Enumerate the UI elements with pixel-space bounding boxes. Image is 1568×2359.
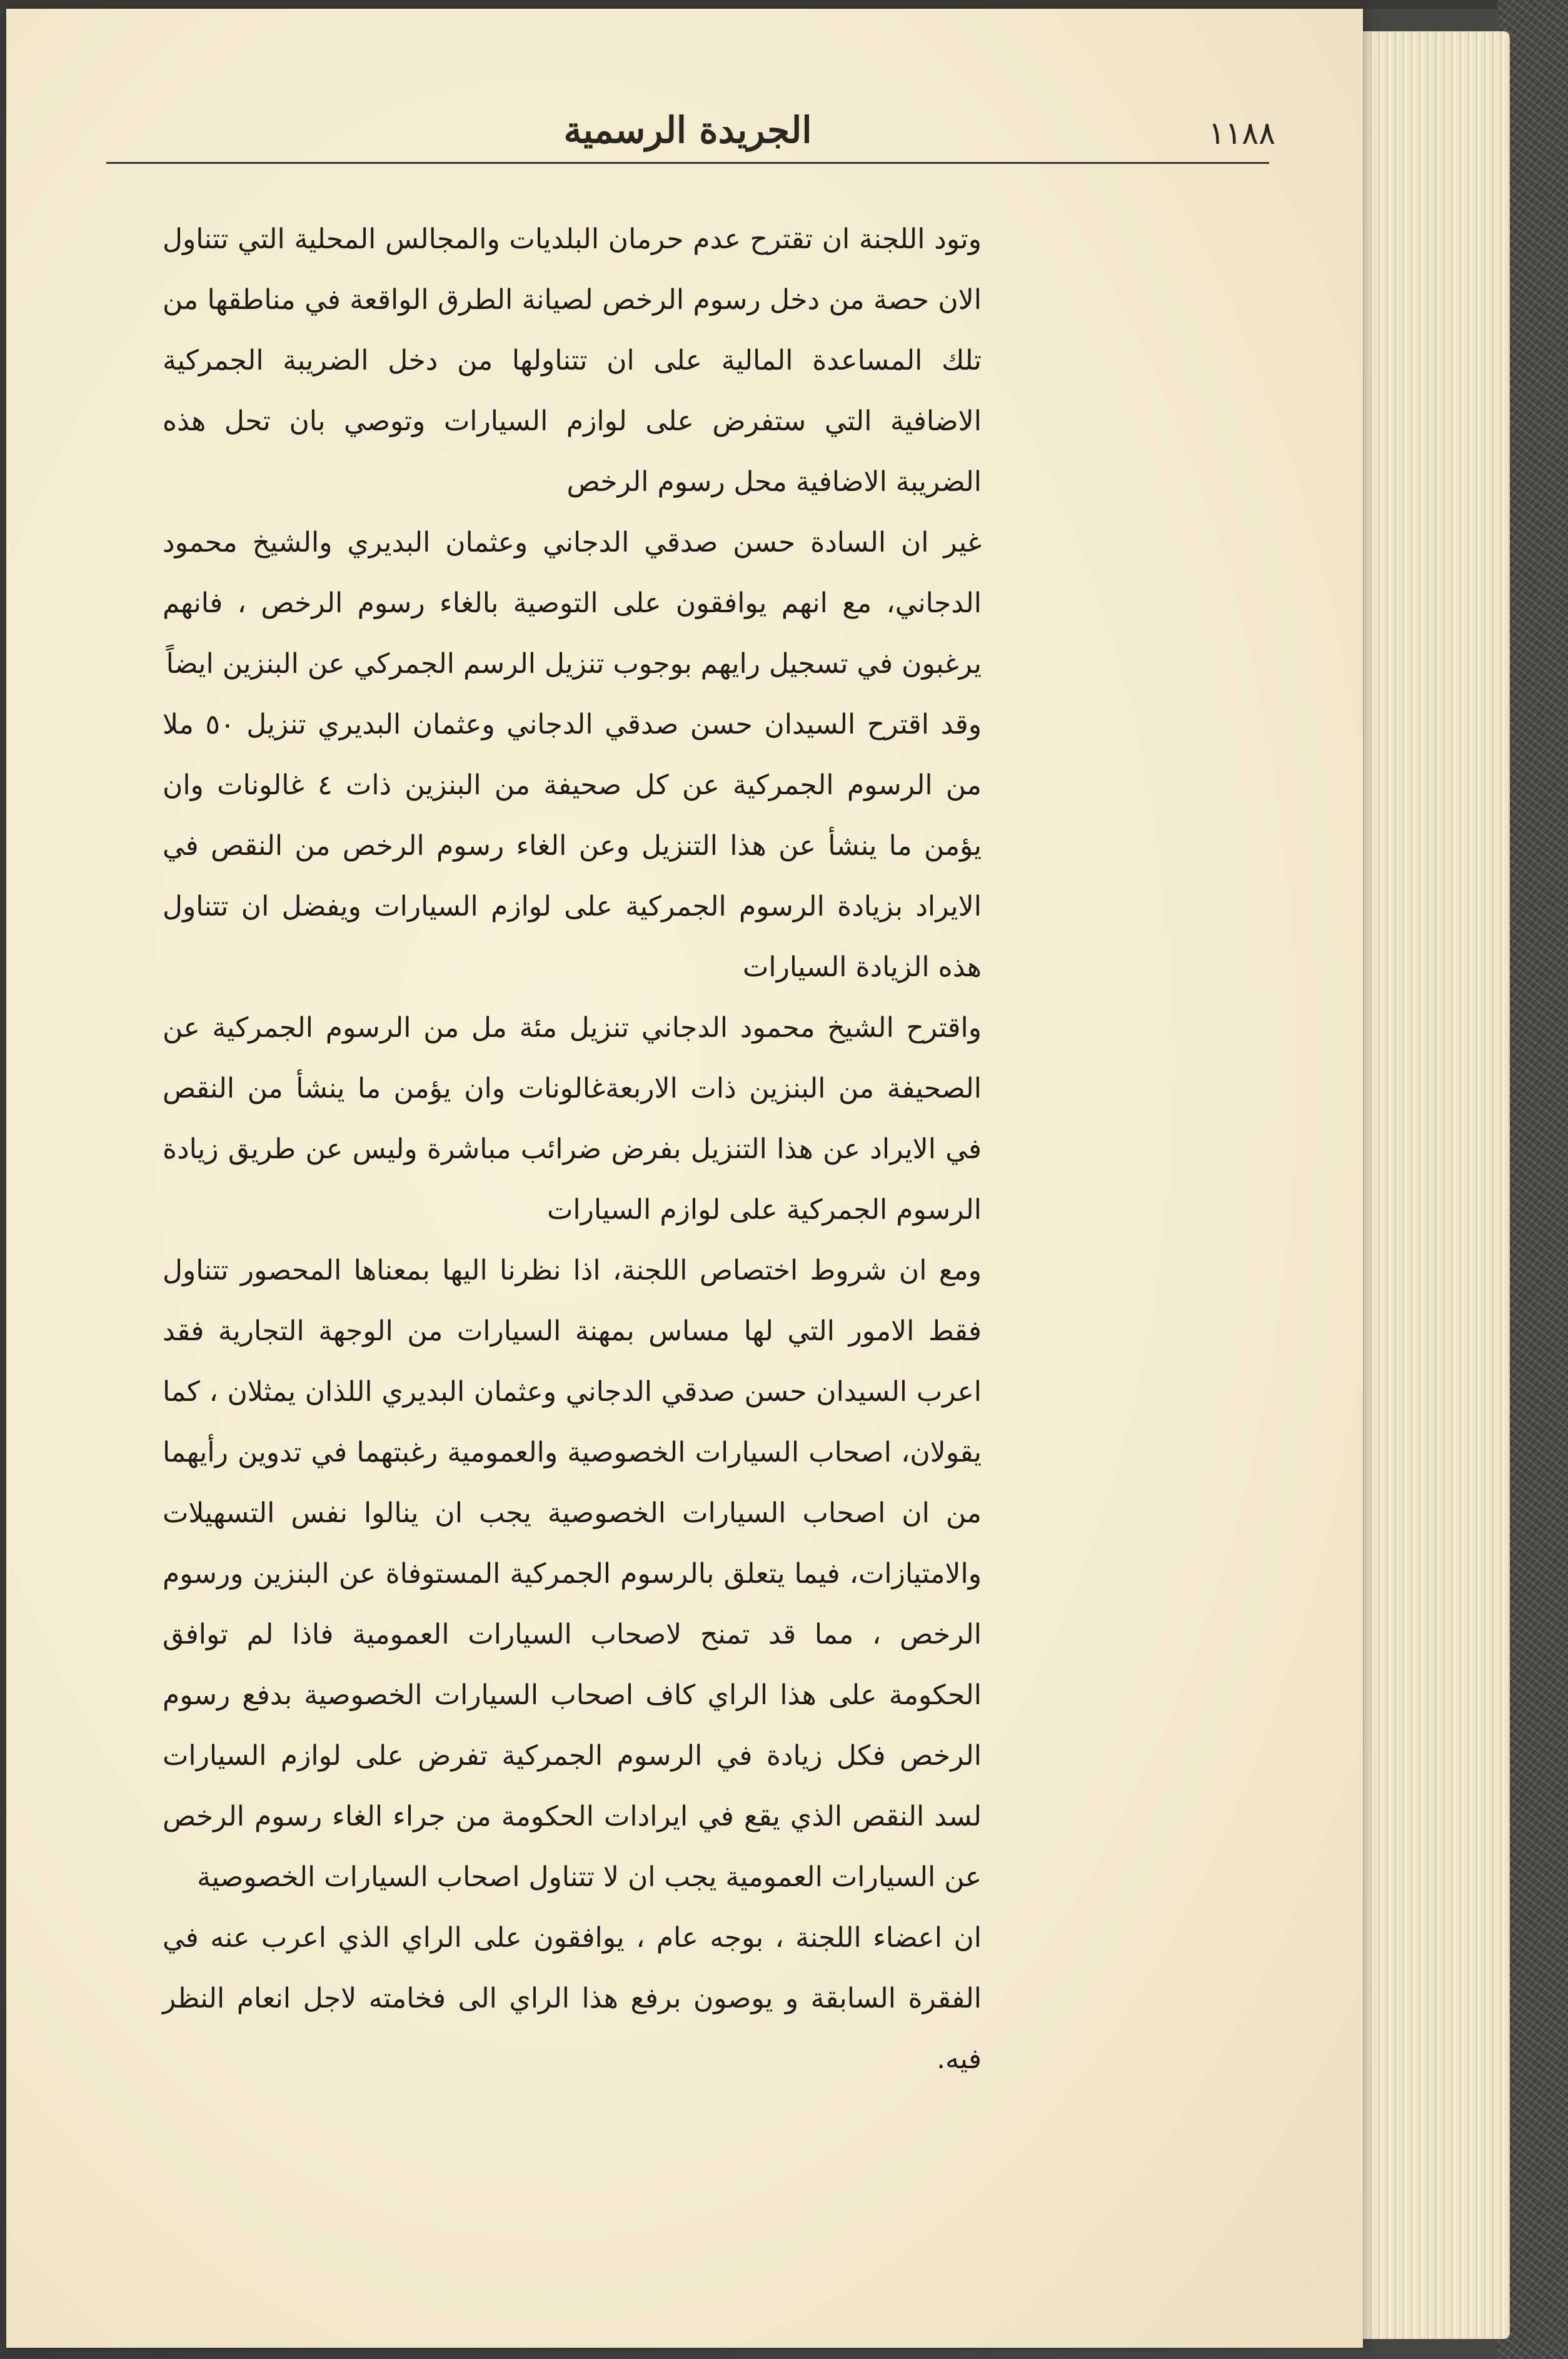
paragraph: غير ان السادة حسن صدقي الدجاني وعثمان البديري والشيخ محمود الدجاني، مع انهم يوافقون على التوصية بالغاء رسوم الرخص ، فانهم يرغبون في تسجيل رايهم بوجوب تنزيل الرسم الجمركي عن البنزين ايضاً	[163, 527, 982, 680]
paragraph: وقد اقترح السيدان حسن صدقي الدجاني وعثمان البديري تنزيل ٥٠ ملا من الرسوم الجمركية عن كل صحيفة من البنزين ذات ٤ غالونات وان يؤمن ما ينشأ عن هذا التنزيل وعن الغاء رسوم الرخص من النقص في الايراد بزيادة الرسوم الجمركية على لوازم السيارات ويفضل ان تتناول هذه الزيادة السيارات	[163, 709, 982, 983]
book-top-edge	[0, 0, 1568, 9]
journal-title: الجريدة الرسمية	[563, 109, 812, 151]
page-edges	[1350, 31, 1510, 2339]
header-rule	[106, 162, 1269, 164]
document-page	[6, 9, 1363, 2348]
paragraph: ان اعضاء اللجنة ، بوجه عام ، يوافقون على الراي الذي اعرب عنه في الفقرة السابقة و يوصون برفع هذا الراي الى فخامته لاجل انعام النظر فيه.	[163, 1922, 982, 2075]
paragraph: وتود اللجنة ان تقترح عدم حرمان البلديات والمجالس المحلية التي تتناول الان حصة من دخل رسوم الرخص لصيانة الطرق الواقعة في مناطقها من تلك المساعدة المالية على ان تتناولها من دخل الضريبة الجمركية الاضافية التي ستفرض على لوازم السيارات وتوصي بان تحل هذه الضريبة الاضافية محل رسوم الرخص	[163, 223, 982, 498]
paragraph: واقترح الشيخ محمود الدجاني تنزيل مئة مل من الرسوم الجمركية عن الصحيفة من البنزين ذات الاربعةغالونات وان يؤمن ما ينشأ من النقص في الايراد عن هذا التنزيل بفرض ضرائب مباشرة وليس عن طريق زيادة الرسوم الجمركية على لوازم السيارات	[163, 1012, 982, 1226]
paragraph: ومع ان شروط اختصاص اللجنة، اذا نظرنا اليها بمعناها المحصور تتناول فقط الامور التي لها مساس بمهنة السيارات من الوجهة التجارية فقد اعرب السيدان حسن صدقي الدجاني وعثمان البديري اللذان يمثلان ، كما يقولان، اصحاب السيارات الخصوصية والعمومية رغبتهما في تدوين رأيهما من ان اصحاب السيارات الخصوصية يجب ان ينالوا نفس التسهيلات والامتيازات، فيما يتعلق بالرسوم الجمركية المستوفاة عن البنزين ورسوم الرخص ، مما قد تمنح لاصحاب السيارات العمومية فاذا لم توافق الحكومة على هذا الراي كاف اصحاب السيارات الخصوصية بدفع رسوم الرخص فكل زيادة في الرسوم الجمركية تفرض على لوازم السيارات لسد النقص الذي يقع في ايرادات الحكومة من جراء الغاء رسوم الرخص عن السيارات العمومية يجب ان لا تتناول اصحاب السيارات الخصوصية	[163, 1255, 982, 1893]
body-text	[163, 209, 982, 2198]
page-number: ١١٨٨	[1208, 115, 1275, 151]
page-header	[100, 109, 1275, 165]
